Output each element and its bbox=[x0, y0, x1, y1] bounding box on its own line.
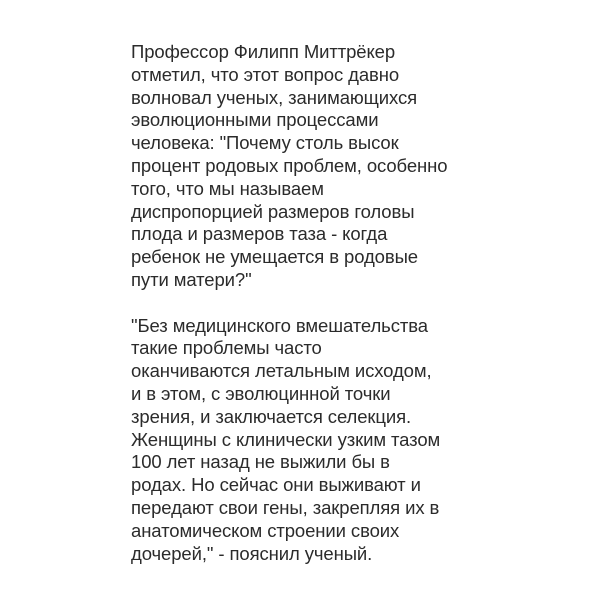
article-text bbox=[131, 41, 476, 565]
text-line: передают свои гены, закрепляя их в bbox=[131, 496, 440, 518]
text-line: такие проблемы часто bbox=[131, 337, 322, 359]
text-line: ребенок не умещается в родовые bbox=[131, 246, 418, 268]
text-line: процент родовых проблем, особенно bbox=[131, 154, 448, 176]
text-line: и в этом, с эволюцинной точки bbox=[131, 382, 391, 404]
text-line: диспропорцией размеров головы bbox=[131, 200, 415, 222]
text-line: Женщины с клинически узким тазом bbox=[131, 428, 441, 450]
text-line: 100 лет назад не выжили бы в bbox=[131, 451, 390, 473]
text-line: пути матери?" bbox=[131, 268, 252, 290]
text-line: отметил, что этот вопрос давно bbox=[131, 63, 400, 85]
paragraph-quote-question bbox=[131, 41, 476, 292]
text-line: плода и размеров таза - когда bbox=[131, 223, 388, 245]
paragraph-quote-answer bbox=[131, 315, 476, 566]
text-line: анатомическом строении своих bbox=[131, 519, 400, 541]
text-line: зрения, и заключается селекция. bbox=[131, 405, 412, 427]
text-line: родах. Но сейчас они выживают и bbox=[131, 474, 421, 496]
text-line: "Без медицинского вмешательства bbox=[131, 314, 428, 336]
text-line: оканчиваются летальным исходом, bbox=[131, 360, 432, 382]
text-line: волновал ученых, занимающихся bbox=[131, 86, 418, 108]
text-line: Профессор Филипп Миттрёкер bbox=[131, 41, 396, 62]
text-line: человека: "Почему столь высок bbox=[131, 132, 399, 154]
paragraph-spacer bbox=[131, 292, 476, 315]
text-line: того, что мы называем bbox=[131, 177, 324, 199]
text-line: эволюционными процессами bbox=[131, 109, 379, 131]
text-line: дочерей," - пояснил ученый. bbox=[131, 542, 373, 564]
